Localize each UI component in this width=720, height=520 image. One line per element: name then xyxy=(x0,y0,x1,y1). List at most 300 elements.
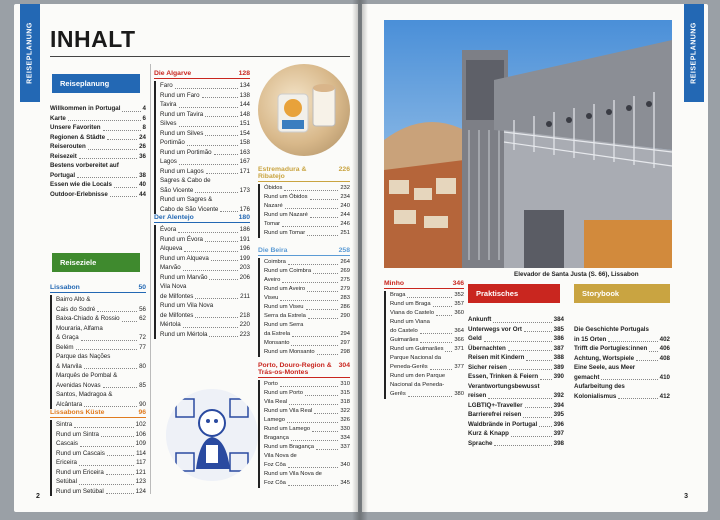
toc-entry-page: 85 xyxy=(139,381,146,389)
section-page: 258 xyxy=(338,247,350,254)
toc-entry-title: Rund um Vila Real xyxy=(264,408,313,414)
toc-row xyxy=(390,318,464,327)
toc-entry-page: 123 xyxy=(135,478,146,485)
toc-entry-page: 77 xyxy=(139,343,146,351)
toc-entry-page: 275 xyxy=(340,277,350,283)
toc-leader xyxy=(524,325,552,333)
section-title-text: Minho xyxy=(384,280,405,287)
toc-leader xyxy=(539,420,551,428)
toc-row xyxy=(264,193,350,202)
toc-entry-page: 8 xyxy=(142,124,146,131)
section-title xyxy=(258,362,339,376)
toc-row xyxy=(574,392,670,402)
toc-row xyxy=(574,344,670,354)
toc-leader xyxy=(288,258,338,265)
toc-row xyxy=(264,443,350,452)
toc-entry-page: 315 xyxy=(340,390,350,396)
toc-row xyxy=(390,372,464,381)
toc-entry-title: Rund um Cascais xyxy=(56,449,105,457)
toc-entry-title: do Castelo xyxy=(390,328,418,334)
toc-entry-page: 24 xyxy=(139,133,146,141)
section-title-text: Lissabons Küste xyxy=(50,409,105,416)
toc-entry-title: Rund um Alqueva xyxy=(160,254,209,262)
toc-entry-title: Ankunft xyxy=(468,316,492,323)
toc-entry-title: Essen, Trinken & Feiern xyxy=(468,373,539,380)
toc-entry-page: 114 xyxy=(136,449,146,457)
toc-row xyxy=(50,104,146,114)
toc-entry-title: Kolonialismus xyxy=(574,392,617,400)
toc-leader xyxy=(307,229,338,236)
toc-entry-title: Óbidos xyxy=(264,185,283,191)
toc-entry-page: 412 xyxy=(659,392,670,400)
toc-entry-page: 206 xyxy=(239,273,250,281)
toc-leader xyxy=(106,487,134,495)
toc-row xyxy=(56,343,146,353)
toc-leader xyxy=(310,211,339,218)
toc-row xyxy=(50,123,146,133)
toc-entry-title: Tomar xyxy=(264,221,281,227)
toc-row xyxy=(56,468,146,478)
toc-entry-title: Sagres & Cabo de xyxy=(160,177,211,184)
toc-entry-page: 286 xyxy=(340,304,350,310)
toc-entry-page: 334 xyxy=(340,435,350,441)
toc-entry-title: Braga xyxy=(390,292,406,298)
toc-entry-title: Karte xyxy=(50,114,66,122)
toc-entry-page: 173 xyxy=(239,186,250,194)
toc-entry-page: 352 xyxy=(454,292,464,298)
toc-entry-title: Belém xyxy=(56,343,74,351)
toc-entry-title: Rund um Viana xyxy=(390,319,430,325)
elevador-photo xyxy=(384,20,672,268)
toc-entry-page: 72 xyxy=(139,334,146,341)
toc-leader xyxy=(122,104,140,112)
toc-row xyxy=(160,235,250,245)
toc-leader xyxy=(97,305,137,313)
toc-row xyxy=(468,325,564,335)
toc-entry-title: Waldbrände in Portugal xyxy=(468,420,538,428)
toc-entry-page: 294 xyxy=(340,331,350,337)
toc-leader xyxy=(110,190,137,198)
section-beira xyxy=(258,247,350,357)
toc-entry-title: Achtung, Wortspiele xyxy=(574,354,635,362)
section-title-text: Lissabon xyxy=(50,284,80,291)
praktisches-list xyxy=(468,315,564,448)
toc-entry-page: 251 xyxy=(340,230,350,236)
toc-entry-page: 408 xyxy=(659,354,670,362)
toc-leader xyxy=(430,363,453,370)
storybook-list xyxy=(574,325,670,401)
toc-entry-page: 340 xyxy=(340,462,350,468)
toc-row xyxy=(264,330,350,339)
toc-row xyxy=(56,477,146,487)
toc-entry-page: 80 xyxy=(139,362,146,370)
toc-leader xyxy=(312,425,338,432)
toc-entry-title: Rund um Lamego xyxy=(264,426,311,432)
section-title-text: Die Algarve xyxy=(154,70,192,77)
section-entries xyxy=(384,291,464,399)
toc-entry-page: 371 xyxy=(454,346,464,352)
toc-entry-page: 377 xyxy=(454,364,464,370)
toc-row xyxy=(264,398,350,407)
toc-row xyxy=(390,291,464,300)
toc-entry-title: Rund um Tomar xyxy=(264,230,306,236)
photo-caption: Elevador de Santa Justa (S. 66), Lissabon xyxy=(514,271,639,278)
toc-row xyxy=(56,390,146,400)
toc-entry-page: 397 xyxy=(553,430,564,437)
toc-entry-title: Portimão xyxy=(160,139,185,146)
toc-leader xyxy=(107,133,137,141)
toc-row xyxy=(160,157,250,167)
section-title xyxy=(50,409,138,416)
toc-leader xyxy=(420,336,452,343)
toc-row xyxy=(160,205,250,215)
toc-row xyxy=(264,312,350,321)
toc-entry-title: Kurz & Knapp xyxy=(468,430,509,437)
toc-entry-page: 279 xyxy=(340,286,350,292)
toc-row xyxy=(390,345,464,354)
toc-row xyxy=(264,416,350,425)
toc-leader xyxy=(408,390,453,397)
toc-entry-title: Ericeira xyxy=(56,459,77,466)
toc-entry-title: Marvão xyxy=(160,264,181,271)
toc-leader xyxy=(310,193,339,200)
toc-entry-page: 138 xyxy=(239,91,250,99)
toc-entry-title: Vila Nova de xyxy=(264,453,297,459)
toc-row xyxy=(50,142,146,152)
toc-entry-page: 211 xyxy=(240,292,250,300)
toc-leader xyxy=(106,468,134,476)
toc-entry-page: 148 xyxy=(239,110,250,118)
toc-entry-page: 385 xyxy=(553,325,564,333)
toc-entry-page: 203 xyxy=(239,264,250,271)
toc-entry-title: Rund um Mértola xyxy=(160,330,208,338)
toc-leader xyxy=(68,114,141,122)
toc-leader xyxy=(77,171,137,179)
toc-leader xyxy=(80,439,134,447)
toc-entry-title: Portugal xyxy=(50,171,76,179)
section-entries xyxy=(258,184,350,238)
toc-leader xyxy=(280,380,338,387)
toc-entry-page: 124 xyxy=(135,487,146,495)
section-title xyxy=(258,166,339,180)
left-page xyxy=(14,4,358,512)
toc-leader xyxy=(195,311,237,319)
toc-entry-title: Rund um den Parque xyxy=(390,373,446,379)
toc-leader xyxy=(282,276,338,283)
section-algarve xyxy=(154,70,250,214)
toc-row xyxy=(160,254,250,264)
toc-leader xyxy=(183,263,238,271)
section-title xyxy=(154,70,239,77)
reiseziele-box: Reiseziele xyxy=(52,253,140,272)
side-tab-left xyxy=(20,4,40,102)
toc-row xyxy=(160,148,250,158)
toc-entry-page: 264 xyxy=(340,259,350,265)
toc-leader xyxy=(313,267,338,274)
toc-entry-title: de Milfontes xyxy=(160,311,194,319)
toc-row xyxy=(160,273,250,283)
toc-row xyxy=(468,344,564,354)
right-page xyxy=(362,4,708,512)
section-title-text: Der Alentejo xyxy=(154,214,194,221)
toc-row xyxy=(264,184,350,193)
toc-entry-page: 337 xyxy=(340,444,350,450)
toc-entry-page: 117 xyxy=(136,459,146,466)
toc-row xyxy=(56,305,146,315)
toc-entry-title: Avenidas Novas xyxy=(56,381,101,389)
toc-entry-page: 298 xyxy=(340,349,350,355)
toc-leader xyxy=(195,186,237,194)
toc-entry-title: Alcântara xyxy=(56,400,83,408)
toc-entry-page: 26 xyxy=(139,143,146,150)
toc-row xyxy=(264,407,350,416)
toc-leader xyxy=(287,416,338,423)
azulejo-photo xyxy=(166,389,258,481)
toc-leader xyxy=(179,157,238,165)
toc-leader xyxy=(509,363,552,371)
toc-leader xyxy=(291,339,338,346)
toc-leader xyxy=(636,354,658,362)
toc-entry-title: Silves xyxy=(160,120,177,127)
toc-leader xyxy=(205,129,237,137)
toc-entry-title: Essen wie die Locals xyxy=(50,181,112,188)
toc-entry-page: 109 xyxy=(135,440,146,447)
toc-row xyxy=(264,294,350,303)
toc-entry-title: Sintra xyxy=(56,421,73,428)
toc-leader xyxy=(289,398,338,405)
side-tab-right xyxy=(684,4,704,102)
toc-leader xyxy=(209,330,237,338)
toc-entry-page: 345 xyxy=(340,480,350,486)
toc-leader xyxy=(433,300,453,307)
toc-entry-page: 318 xyxy=(340,399,350,405)
toc-entry-title: Eine Seele, aus Meer xyxy=(574,364,636,371)
toc-entry-title: Rund um Ericeira xyxy=(56,468,104,476)
toc-leader xyxy=(179,119,238,127)
toc-row xyxy=(56,324,146,334)
toc-row xyxy=(264,389,350,398)
page-title: INHALT xyxy=(50,26,136,52)
toc-row xyxy=(160,292,250,302)
toc-entry-title: Rund um Tavira xyxy=(160,110,204,118)
toc-entry-page: 290 xyxy=(340,313,350,319)
toc-entry-page: 234 xyxy=(340,194,350,200)
toc-row xyxy=(264,202,350,211)
toc-leader xyxy=(202,91,238,99)
toc-leader xyxy=(81,333,137,341)
toc-entry-page: 360 xyxy=(454,310,464,316)
toc-entry-title: LGBTIQ+-Traveller xyxy=(468,401,523,409)
toc-entry-title: Mouraria, Alfama xyxy=(56,324,103,332)
toc-leader xyxy=(101,430,134,438)
toc-entry-title: Setúbal xyxy=(56,478,77,485)
toc-row xyxy=(468,420,564,430)
toc-entry-title: Rund um Coimbra xyxy=(264,268,312,274)
toc-entry-title: Faro xyxy=(160,82,173,89)
toc-entry-title: Coimbra xyxy=(264,259,286,265)
section-entries xyxy=(154,81,250,214)
toc-leader xyxy=(523,410,551,418)
toc-leader xyxy=(205,110,237,118)
toc-leader xyxy=(179,100,238,108)
section-entries xyxy=(50,420,146,496)
toc-entry-title: de Milfontes xyxy=(160,292,194,300)
section-entries xyxy=(258,258,350,357)
section-title-line2: Ribatejo xyxy=(258,173,285,180)
toc-row xyxy=(468,363,564,373)
toc-entry-title: Porto xyxy=(264,381,278,387)
toc-entry-title: Lamego xyxy=(264,417,285,423)
toc-row xyxy=(56,371,146,381)
side-tab-label-right: REISEPLANUNG xyxy=(690,22,698,84)
toc-entry-title: Rund um Setúbal xyxy=(56,487,104,495)
toc-entry-title: Unsere Favoriten xyxy=(50,124,101,131)
toc-leader xyxy=(288,479,338,486)
toc-leader xyxy=(175,81,238,89)
toc-row xyxy=(574,382,670,392)
section-entries xyxy=(154,225,250,339)
section-page: 96 xyxy=(138,409,146,416)
toc-entry-page: 240 xyxy=(340,203,350,209)
book-spine xyxy=(352,0,368,520)
toc-leader xyxy=(114,180,137,188)
toc-row xyxy=(468,410,564,420)
toc-entry-title: Cais do Sodré xyxy=(56,305,96,313)
toc-entry-page: 176 xyxy=(239,205,250,213)
toc-leader xyxy=(494,439,551,447)
section-page: 304 xyxy=(338,362,350,369)
toc-entry-page: 390 xyxy=(553,373,564,380)
toc-row xyxy=(390,309,464,318)
toc-row xyxy=(160,110,250,120)
toc-entry-page: 326 xyxy=(340,417,350,423)
toc-entry-title: Rund um Nazaré xyxy=(264,212,308,218)
toc-leader xyxy=(618,392,657,400)
toc-entry-title: Aveiro xyxy=(264,277,281,283)
toc-row xyxy=(264,258,350,267)
toc-row xyxy=(264,470,350,479)
toc-entry-title: Barrierefrei reisen xyxy=(468,411,522,418)
section-heading xyxy=(384,280,464,289)
toc-entry-title: & Graça xyxy=(56,334,79,341)
toc-leader xyxy=(74,420,134,428)
toc-entry-page: 310 xyxy=(340,381,350,387)
toc-entry-title: Rund um Portimão xyxy=(160,148,212,156)
toc-entry-page: 220 xyxy=(239,321,250,328)
toc-row xyxy=(264,285,350,294)
toc-entry-title: Rund um Marvão xyxy=(160,273,208,281)
toc-leader xyxy=(601,373,657,381)
toc-row xyxy=(56,314,146,324)
toc-entry-page: 406 xyxy=(659,345,670,352)
toc-leader xyxy=(103,381,138,389)
praktisches-box: Praktisches xyxy=(468,284,560,303)
section-page: 180 xyxy=(238,214,250,221)
toc-row xyxy=(468,391,564,401)
section-heading xyxy=(154,70,250,79)
toc-row xyxy=(160,225,250,235)
toc-leader xyxy=(649,344,657,352)
toc-row xyxy=(160,301,250,311)
toc-row xyxy=(574,373,670,383)
toc-leader xyxy=(488,391,551,399)
toc-entry-title: da Estrela xyxy=(264,331,291,337)
toc-entry-title: Nazaré xyxy=(264,203,283,209)
toc-row xyxy=(160,129,250,139)
toc-row xyxy=(390,363,464,372)
toc-entry-page: 171 xyxy=(239,167,250,175)
toc-entry-title: Rund um Lagos xyxy=(160,167,204,175)
toc-entry-page: 199 xyxy=(239,254,250,262)
toc-leader xyxy=(107,449,134,457)
toc-leader xyxy=(280,294,338,301)
toc-row xyxy=(390,381,464,390)
toc-leader xyxy=(292,330,338,337)
toc-entry-page: 144 xyxy=(239,101,250,108)
toc-entry-page: 246 xyxy=(340,221,350,227)
page-number-left: 2 xyxy=(36,493,40,500)
toc-entry-title: Rund um Vila Nova de xyxy=(264,471,322,477)
toc-entry-page: 196 xyxy=(239,245,250,252)
toc-row xyxy=(390,300,464,309)
toc-leader xyxy=(288,461,338,468)
storybook-box: Storybook xyxy=(574,284,670,303)
toc-row xyxy=(160,167,250,177)
toc-entry-title: Monsanto xyxy=(264,340,290,346)
toc-row xyxy=(390,336,464,345)
section-entries xyxy=(50,295,146,409)
toc-entry-page: 121 xyxy=(135,468,146,476)
toc-leader xyxy=(214,148,238,156)
section-heading xyxy=(258,166,350,182)
toc-entry-title: Cabo de São Vicente xyxy=(160,205,219,213)
toc-row xyxy=(264,229,350,238)
toc-entry-page: 4 xyxy=(142,105,146,112)
toc-entry-page: 6 xyxy=(142,114,146,122)
toc-entry-title: Rund um Évora xyxy=(160,235,203,243)
toc-row xyxy=(50,152,146,162)
toc-entry-title: Rund um Bragança xyxy=(264,444,314,450)
section-estremadura xyxy=(258,166,350,238)
toc-entry-page: 158 xyxy=(239,139,250,146)
toc-entry-page: 56 xyxy=(139,305,146,313)
toc-entry-title: Gerês xyxy=(390,391,406,397)
toc-leader xyxy=(526,353,551,361)
reiseplanung-box: Reiseplanung xyxy=(52,74,140,93)
toc-entry-page: 151 xyxy=(239,120,250,127)
toc-leader xyxy=(306,303,339,310)
pastry-photo xyxy=(258,64,350,156)
toc-leader xyxy=(308,312,338,319)
toc-row xyxy=(264,380,350,389)
toc-entry-page: 398 xyxy=(553,439,564,447)
toc-leader xyxy=(205,235,238,243)
toc-leader xyxy=(317,348,339,355)
toc-row xyxy=(468,429,564,439)
toc-entry-page: 366 xyxy=(454,337,464,343)
toc-row xyxy=(468,372,564,382)
section-title-line2: Trás-os-Montes xyxy=(258,369,309,376)
toc-entry-title: Rund um Braga xyxy=(390,301,431,307)
toc-entry-page: 36 xyxy=(139,152,146,160)
toc-entry-title: Vila Nova xyxy=(160,283,187,290)
toc-row xyxy=(264,321,350,330)
toc-entry-title: Rund um Viseu xyxy=(264,304,304,310)
toc-entry-title: Outdoor-Erlebnisse xyxy=(50,190,108,198)
toc-entry-title: Rund um Faro xyxy=(160,91,200,99)
toc-row xyxy=(264,479,350,488)
toc-entry-page: 322 xyxy=(340,408,350,414)
